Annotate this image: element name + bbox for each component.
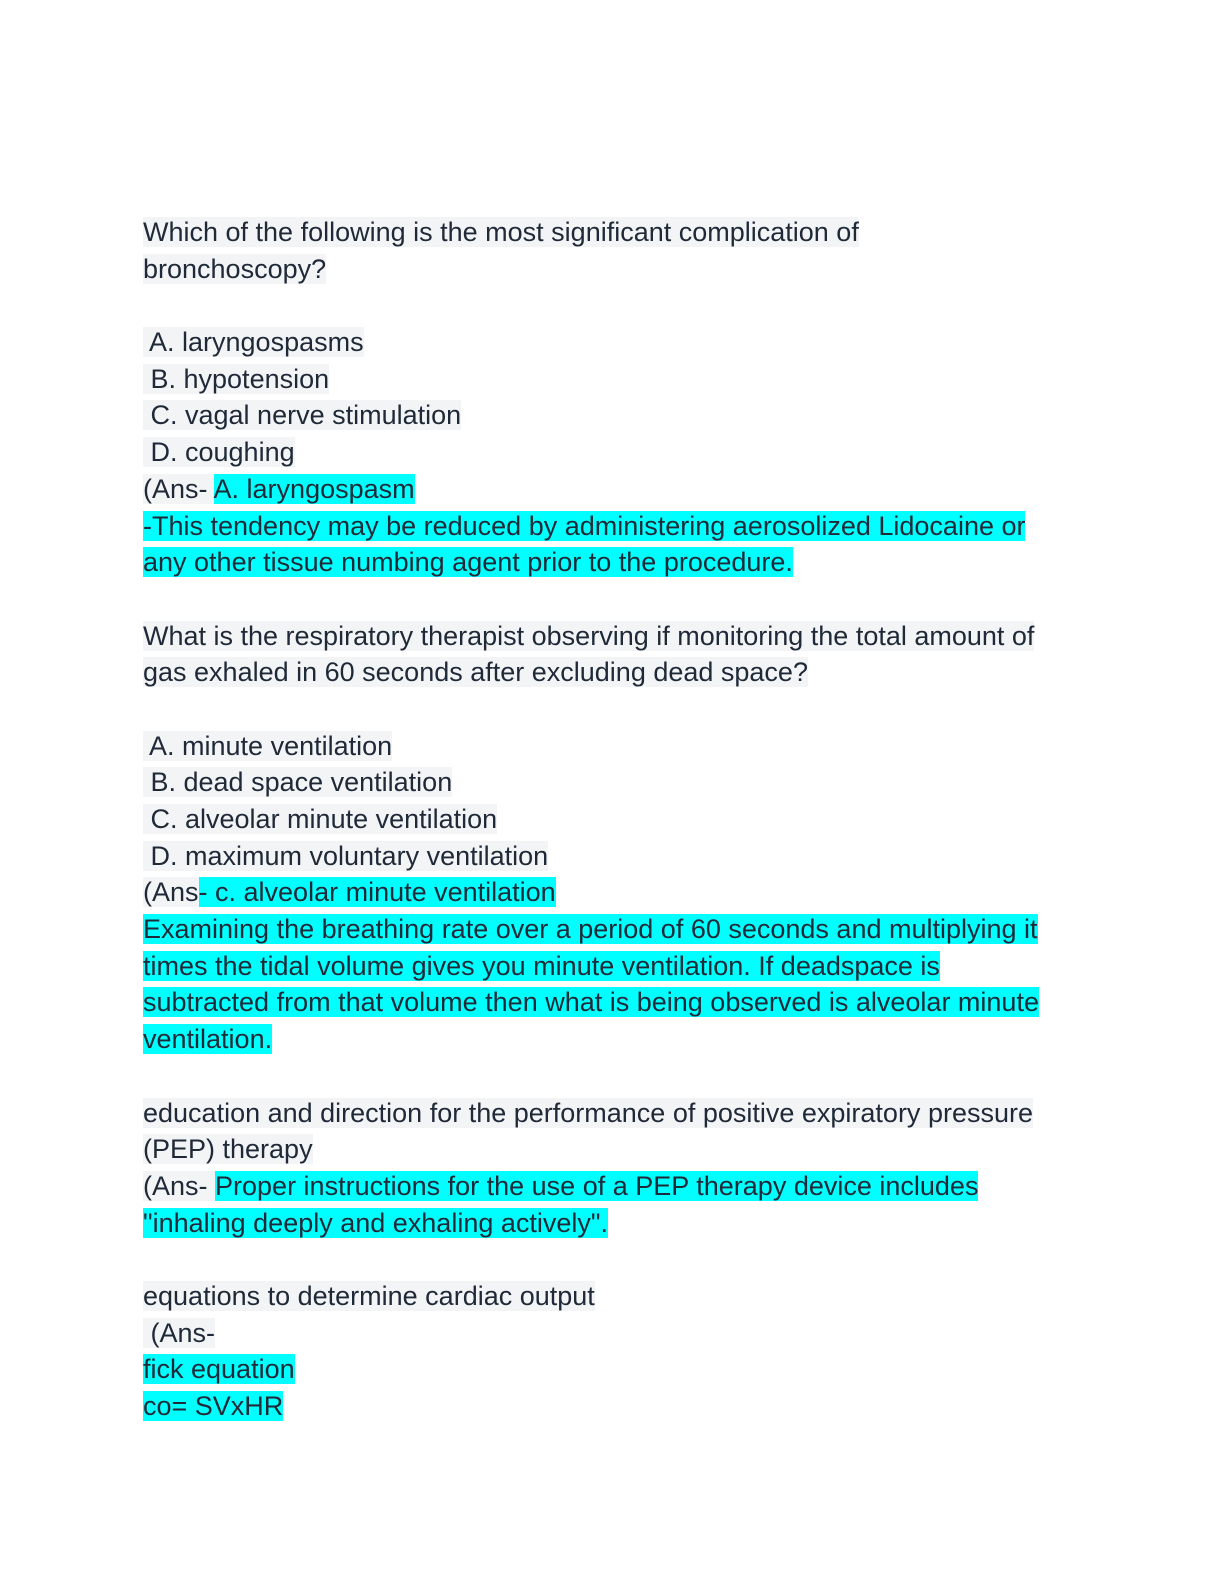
question-block-4 [143, 1278, 1083, 1425]
explanation-line: -This tendency may be reduced by administering aerosolized Lidocaine or [143, 510, 1026, 541]
explanation-line: subtracted from that volume then what is being observed is alveolar minute [143, 987, 1039, 1018]
option-c: C. vagal nerve stimulation [143, 400, 462, 431]
answer-highlight: A. laryngospasm [213, 473, 415, 504]
explanation-line: Examining the breathing rate over a period of 60 seconds and multiplying it [143, 914, 1038, 945]
question-text-line: bronchoscopy? [143, 253, 327, 284]
answer-line [143, 1168, 1083, 1205]
question-text-line: (PEP) therapy [143, 1134, 313, 1165]
question-text-line: equations to determine cardiac output [143, 1280, 595, 1311]
answer-highlight: Proper instructions for the use of a PEP therapy device includes [215, 1170, 979, 1201]
answer-prefix: (Ans- [143, 1317, 216, 1348]
answer-prefix: (Ans [143, 877, 199, 908]
option-b: B. hypotension [143, 363, 330, 394]
option-c: C. alveolar minute ventilation [143, 804, 498, 834]
option-a: A. minute ventilation [143, 730, 393, 761]
question-text-line: education and direction for the performance of positive expiratory pressure [143, 1097, 1033, 1128]
spacer [143, 287, 1083, 324]
answer-prefix-line [143, 1315, 1083, 1352]
explanation-line: any other tissue numbing agent prior to the procedure. [143, 547, 793, 578]
spacer [143, 691, 1083, 728]
document-page [143, 214, 1083, 1425]
spacer [143, 1058, 1083, 1095]
question-text-line: What is the respiratory therapist observing if monitoring the total amount of [143, 620, 1035, 651]
question-text-line: Which of the following is the most significant complication of [143, 217, 859, 247]
option-b: B. dead space ventilation [143, 767, 453, 798]
spacer [143, 581, 1083, 618]
explanation-line: times the tidal volume gives you minute ventilation. If deadspace is [143, 950, 940, 981]
answer-line [143, 1205, 1083, 1242]
answer-line [143, 471, 1083, 508]
answer-highlight: "inhaling deeply and exhaling actively". [143, 1207, 608, 1238]
option-d: D. maximum voluntary ventilation [143, 840, 549, 871]
option-d: D. coughing [143, 437, 295, 468]
question-text-line: gas exhaled in 60 seconds after excluding dead space? [143, 657, 808, 688]
question-block-1 [143, 214, 1083, 581]
answer-highlight: fick equation [143, 1354, 295, 1385]
spacer [143, 1241, 1083, 1278]
answer-highlight: - c. alveolar minute ventilation [198, 877, 556, 908]
answer-highlight: co= SVxHR [143, 1391, 284, 1421]
answer-prefix: (Ans- [143, 1170, 216, 1201]
answer-line [143, 874, 1083, 911]
answer-line [143, 1351, 1083, 1388]
answer-prefix: (Ans- [143, 473, 214, 504]
option-a: A. laryngospasms [143, 327, 364, 358]
question-block-2 [143, 618, 1083, 1058]
question-block-3 [143, 1095, 1083, 1242]
answer-line [143, 1388, 1083, 1425]
explanation-line: ventilation. [143, 1024, 273, 1055]
